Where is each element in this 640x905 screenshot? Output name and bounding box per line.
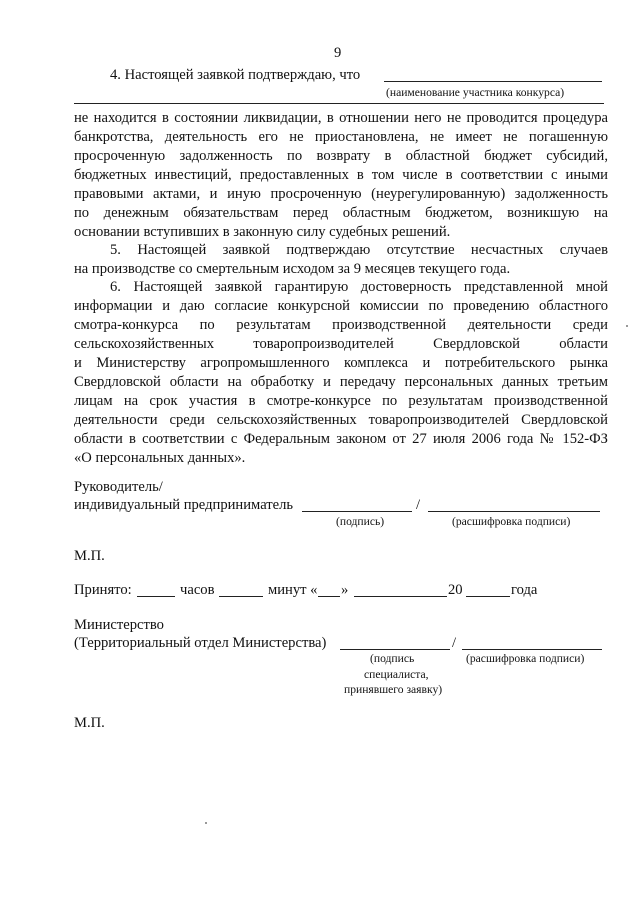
- participant-name-line-2: [74, 103, 604, 104]
- hours-field[interactable]: [137, 596, 175, 597]
- year-prefix: 20: [448, 582, 463, 598]
- stamp-placeholder: М.П.: [74, 548, 105, 564]
- item5-line: 5. Настоящей заявкой подтверждаю отсутствие несчастных случаев: [110, 242, 608, 258]
- month-field[interactable]: [354, 596, 447, 597]
- item5-line: на производстве со смертельным исходом за 9 месяцев текущего года.: [74, 261, 511, 277]
- minutes-label: минут «: [268, 582, 318, 598]
- signature-slash: /: [416, 497, 421, 513]
- item6-line: смотра-конкурса по результатам производственной деятельности среди: [74, 317, 608, 333]
- signature-field[interactable]: [302, 511, 412, 512]
- item4-line: не находится в состоянии ликвидации, в отношении него не проводится процедура: [74, 110, 608, 126]
- ministry-label: Министерство: [74, 617, 164, 633]
- item4-line: бюджетных инвестиций, предоставленных в том числе в соответствии с иными: [74, 167, 608, 183]
- item4-line: банкротства, деятельность его не приостановлена, не имеет не погашенную: [74, 129, 608, 145]
- accepted-label: Принято:: [74, 582, 132, 598]
- specialist-signature-caption-2: специалиста,: [364, 668, 429, 681]
- specialist-decode-caption: (расшифровка подписи): [466, 652, 585, 665]
- page-number: 9: [334, 45, 342, 61]
- item6-line: деятельности среди сельскохозяйственных товаропроизводителей Свердловской: [74, 412, 608, 428]
- item6-line: сельскохозяйственных товаропроизводителей Свердловской области: [74, 336, 608, 352]
- head-title-line1: Руководитель/: [74, 479, 163, 495]
- item4-line: просроченную задолженность по возврату в областной бюджет субсидий,: [74, 148, 608, 164]
- signature-caption: (подпись): [336, 515, 385, 528]
- item4-line: основании вступивших в законную силу судебных решений.: [74, 224, 451, 240]
- participant-name-line: [384, 81, 602, 82]
- specialist-decode-field[interactable]: [462, 649, 602, 650]
- signature-decode-caption: (расшифровка подписи): [452, 515, 571, 528]
- head-title-line2: индивидуальный предприниматель: [74, 497, 294, 513]
- scan-speck: [205, 822, 207, 824]
- signature-decode-field[interactable]: [428, 511, 600, 512]
- specialist-signature-field[interactable]: [340, 649, 450, 650]
- minutes-field[interactable]: [219, 596, 263, 597]
- item6-line: информации и даю согласие конкурсной комиссии по проведению областного: [74, 298, 608, 314]
- specialist-signature-caption-3: принявшего заявку): [344, 683, 443, 696]
- item6-line: Свердловской области на обработку и передачу персональных данных третьим: [74, 374, 608, 390]
- specialist-signature-caption: (подпись: [370, 652, 415, 665]
- stamp-placeholder-2: М.П.: [74, 715, 105, 731]
- ministry-slash: /: [452, 635, 457, 651]
- year-suffix: года: [511, 582, 538, 598]
- item4-lead: 4. Настоящей заявкой подтверждаю, что: [110, 67, 361, 83]
- hours-label: часов: [180, 582, 215, 598]
- item4-line: по денежным обязательствам перед областным бюджетом, возникшую на: [74, 205, 608, 221]
- item6-line: «О персональных данных».: [74, 450, 246, 466]
- item6-line: лицам на срок участия в смотре-конкурсе по результатам производственной: [74, 393, 608, 409]
- participant-name-caption: (наименование участника конкурса): [386, 86, 565, 99]
- scan-speck: [626, 325, 628, 327]
- item6-line: 6. Настоящей заявкой гарантирую достоверность представленной мной: [110, 279, 608, 295]
- day-close-quote: »: [341, 582, 349, 598]
- item4-line: правовыми актами, и иную просроченную (неурегулированную) задолженность: [74, 186, 608, 202]
- day-field[interactable]: [318, 596, 340, 597]
- item6-line: области в соответствии с Федеральным законом от 27 июля 2006 года № 152-ФЗ: [74, 431, 608, 447]
- year-field[interactable]: [466, 596, 510, 597]
- item6-line: и Министерству агропромышленного комплекса и потребительского рынка: [74, 355, 608, 371]
- territorial-office-label: (Территориальный отдел Министерства): [74, 635, 327, 651]
